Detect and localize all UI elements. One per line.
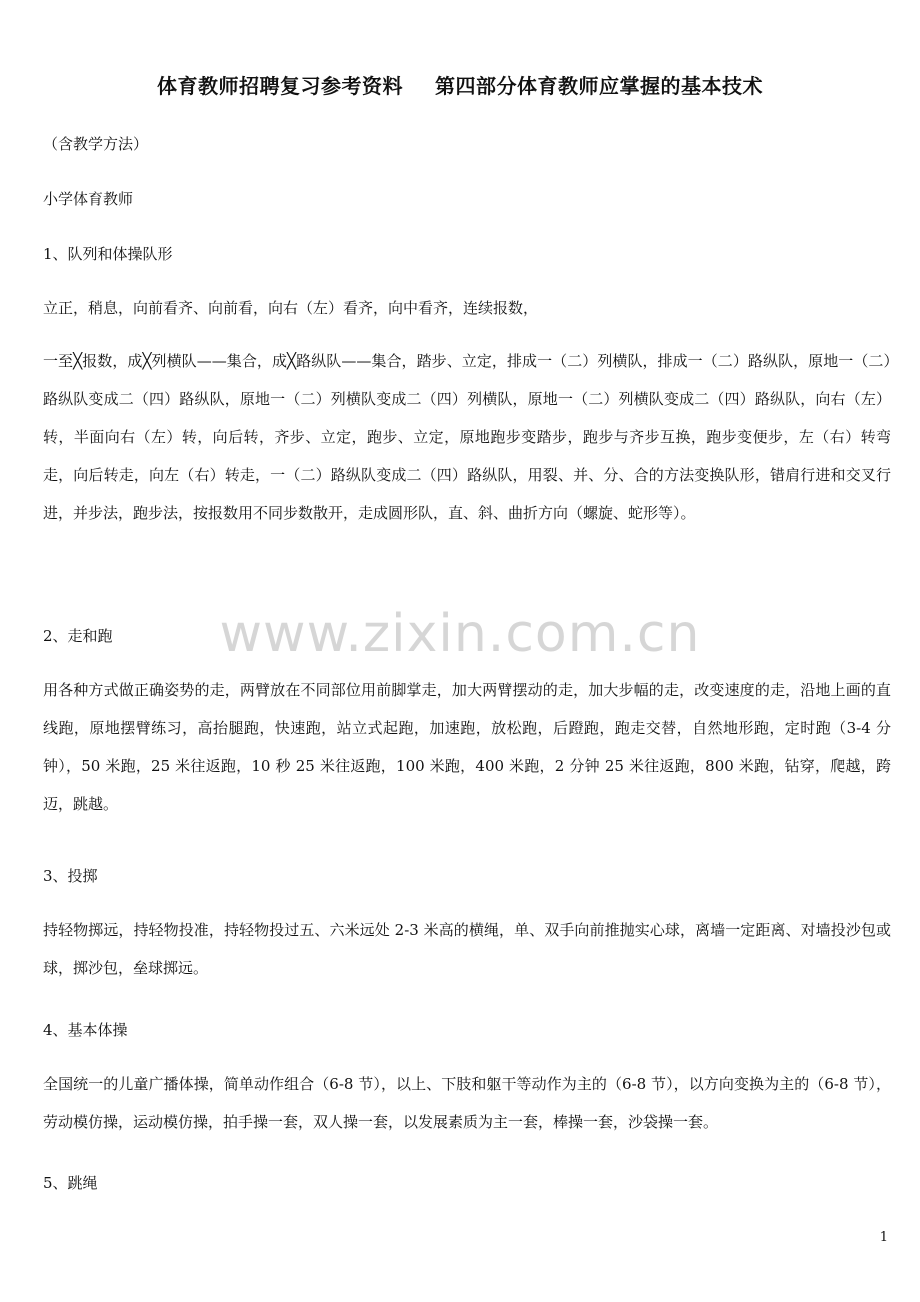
section-1-line: 立正，稍息，向前看齐、向前看，向右（左）看齐，向中看齐，连续报数， xyxy=(43,299,539,317)
section-5-heading: 5、跳绳 xyxy=(43,1174,98,1192)
section-1-paragraph: 一至╳报数，成╳列横队——集合，成╳路纵队——集合，踏步、立定，排成一（二）列横队，排成一（二）路纵队，原地一（二）路纵队变成二（四）路纵队，原地一（二）列横队变成二（四）列横队，原地一（二）列横队变成二（四）路纵队，向右（左）转，半面向右（左）转，向后转，齐步、立定，跑步、立定，原地跑步变踏步，跑步与齐步互换，跑步变便步，左（右）转弯走，向后转走，向左（右）转走，一（二）路纵队变成二（四）路纵队，用裂、并、分、合的方法变换队形，错肩行进和交叉行进，并步法，跑步法，按报数用不同步数散开，走成圆形队，直、斜、曲折方向（螺旋、蛇形等）。 xyxy=(43,352,891,522)
watermark: www.zixin.com.cn xyxy=(219,604,701,664)
section-2-heading: 2、走和跑 xyxy=(43,627,113,645)
subtitle: （含教学方法） xyxy=(43,135,149,153)
section-3-paragraph: 持轻物掷远，持轻物投准，持轻物投过五、六米远处 2-3 米高的横绳，单、双手向前推抛实心球，离墙一定距离、对墙投沙包或球，掷沙包，垒球掷远。 xyxy=(43,921,891,977)
page-title xyxy=(0,70,920,99)
section-4-heading: 4、基本体操 xyxy=(43,1021,128,1039)
audience-label: 小学体育教师 xyxy=(43,190,134,208)
section-3-heading: 3、投掷 xyxy=(43,867,98,885)
section-4-paragraph: 全国统一的儿童广播体操，简单动作组合（6-8 节），以上、下肢和躯干等动作为主的（6-8 节），以方向变换为主的（6-8 节），劳动模仿操，运动模仿操，拍手操一套，双人操一套，以发展素质为主一套，棒操一套，沙袋操一套。 xyxy=(43,1075,891,1131)
title-main: 体育教师招聘复习参考资料 xyxy=(157,74,403,98)
section-2-paragraph: 用各种方式做正确姿势的走，两臂放在不同部位用前脚掌走，加大两臂摆动的走，加大步幅的走，改变速度的走，沿地上画的直线跑，原地摆臂练习，高抬腿跑，快速跑，站立式起跑，加速跑，放松跑，后蹬跑，跑走交替，自然地形跑，定时跑（3-4 分钟），50 米跑，25 米往返跑，10 秒 25 米往返跑，100 米跑，400 米跑，2 分钟 25 米往返跑，800 米跑，钻穿，爬越，跨迈，跳越。 xyxy=(43,681,891,813)
title-part: 第四部分体育教师应掌握的基本技术 xyxy=(435,74,763,98)
section-1-heading: 1、队列和体操队形 xyxy=(43,245,173,263)
page-number: 1 xyxy=(879,1230,888,1245)
